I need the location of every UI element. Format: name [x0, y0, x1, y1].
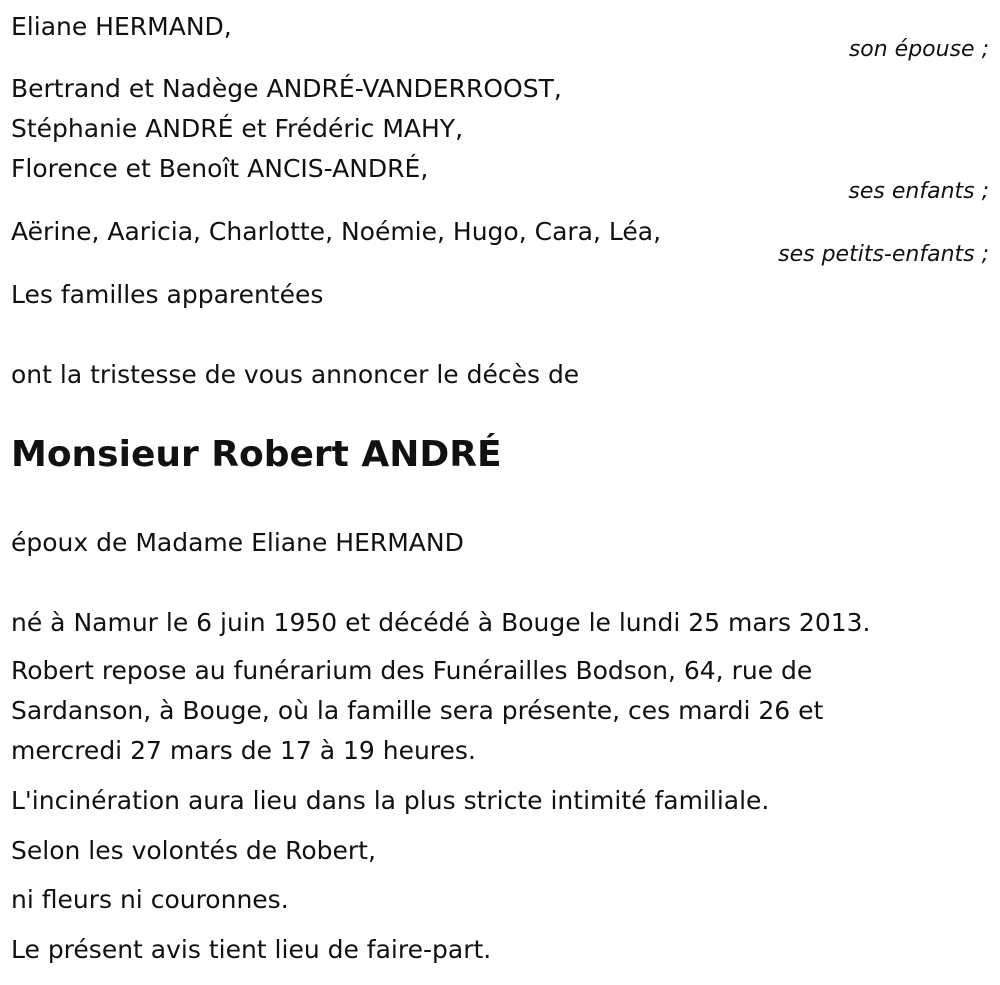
birth-death-line: né à Namur le 6 juin 1950 et décédé à Bouge le lundi 25 mars 2013.	[11, 608, 871, 637]
child-line-1: Bertrand et Nadège ANDRÉ-VANDERROOST,	[11, 74, 562, 103]
deceased-name: Monsieur Robert ANDRÉ	[11, 434, 502, 475]
notice-line: Le présent avis tient lieu de faire-part.	[11, 935, 492, 964]
repose-line-3: mercredi 27 mars de 17 à 19 heures.	[11, 736, 476, 765]
announcement-line: ont la tristesse de vous annoncer le décès de	[11, 360, 580, 389]
child-line-3: Florence et Benoît ANCIS-ANDRÉ,	[11, 154, 429, 183]
wishes-line: Selon les volontés de Robert,	[11, 836, 376, 865]
repose-line-2: Sardanson, à Bouge, où la famille sera présente, ces mardi 26 et	[11, 696, 824, 725]
child-line-2: Stéphanie ANDRÉ et Frédéric MAHY,	[11, 114, 464, 143]
cremation-line: L'incinération aura lieu dans la plus stricte intimité familiale.	[11, 786, 770, 815]
spouse-role: son épouse ;	[848, 37, 989, 62]
spouse-of-line: époux de Madame Eliane HERMAND	[11, 528, 464, 557]
children-role: ses enfants ;	[848, 179, 989, 204]
no-flowers-line: ni fleurs ni couronnes.	[11, 885, 289, 914]
families-line: Les familles apparentées	[11, 280, 324, 309]
spouse-name: Eliane HERMAND,	[11, 12, 232, 41]
repose-line-1: Robert repose au funérarium des Funérailles Bodson, 64, rue de	[11, 656, 813, 685]
grandchildren-role: ses petits-enfants ;	[778, 242, 989, 267]
grandchildren-names: Aërine, Aaricia, Charlotte, Noémie, Hugo, Cara, Léa,	[11, 217, 662, 246]
